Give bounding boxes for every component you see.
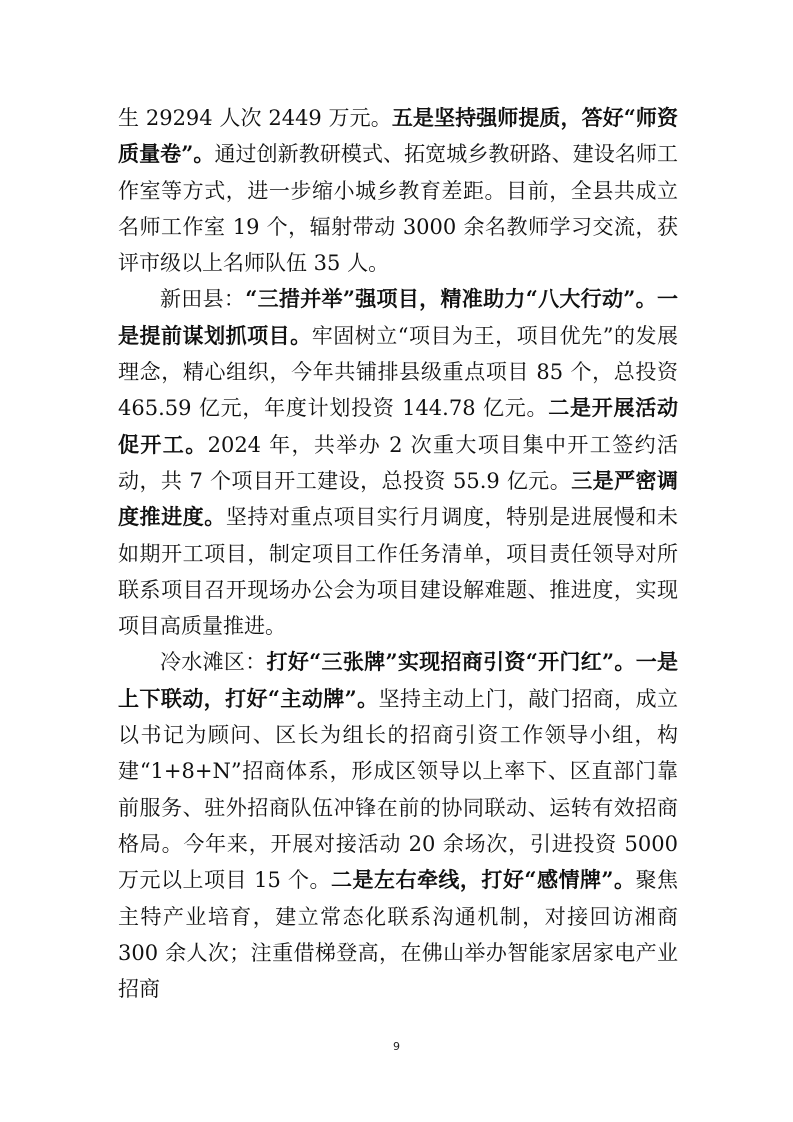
- bold-heading: 一是提前谋划抓项目。: [118, 286, 678, 348]
- region-label: 冷水滩区：: [160, 650, 267, 675]
- text-run: 2024 年，共举办 2 次重大项目集中开工签约活动，共 7 个项目开工建设，总投资 55.9 亿元。: [118, 432, 678, 493]
- paragraph-lengshuitan: [118, 644, 678, 1007]
- text-run: 通过创新教研模式、拓宽城乡教研路、建设名师工作室等方式，进一步缩小城乡教育差距。目前，全县共成立名师工作室 19 个，辐射带动 3000 余名教师学习交流，获评市级以上名师队伍 35 人。: [118, 142, 678, 276]
- text-run: 坚持主动上门，敲门招商，成立以书记为顾问、区长为组长的招商引资工作领导小组，构建“1+8+N”招商体系，形成区领导以上率下、区直部门靠前服务、驻外招商队伍冲锋在前的协同联动、运转有效招商格局。今年来，开展对接活动 20 余场次，引进投资 5000 万元以上项目 15 个。: [118, 686, 678, 893]
- text-run: 聚焦主特产业培育，建立常态化联系沟通机制，对接回访湘商 300 余人次；注重借梯登高，在佛山举办智能家居家电产业招商: [118, 868, 678, 1002]
- bold-heading: 三是严密调度推进度。: [118, 467, 678, 530]
- paragraph-education: [118, 100, 678, 281]
- paragraph-xintian: [118, 281, 678, 644]
- bold-heading: 一是上下联动，打好“主动牌”。: [118, 649, 679, 711]
- text-run: 牢固树立“项目为王，项目优先”的发展理念，精心组织，今年共铺排县级重点项目 85 个，总投资 465.59 亿元，年度计划投资 144.78 亿元。: [118, 323, 678, 421]
- bold-heading: 二是左右牵线，打好“感情牌”。: [330, 867, 636, 893]
- document-body: [118, 100, 678, 1007]
- bold-heading: 二是开展活动促开工。: [118, 395, 679, 457]
- text-run: 坚持对重点项目实行月调度，特别是进展慢和未如期开工项目，制定项目工作任务清单，项目责任领导对所联系项目召开现场办公会为项目建设解难题、推进度，实现项目高质量推进。: [118, 505, 679, 639]
- bold-heading: “三措并举”强项目，精准助力“八大行动”。: [245, 286, 657, 312]
- text-run: 生 29294 人次 2449 万元。: [118, 106, 392, 130]
- bold-heading: 五是坚持强师提质，答好“师资质量卷”。: [118, 105, 679, 167]
- bold-heading: 打好“三张牌”实现招商引资“开门红”。: [266, 649, 636, 675]
- page-number: 9: [393, 1040, 400, 1053]
- region-label: 新田县：: [160, 287, 246, 312]
